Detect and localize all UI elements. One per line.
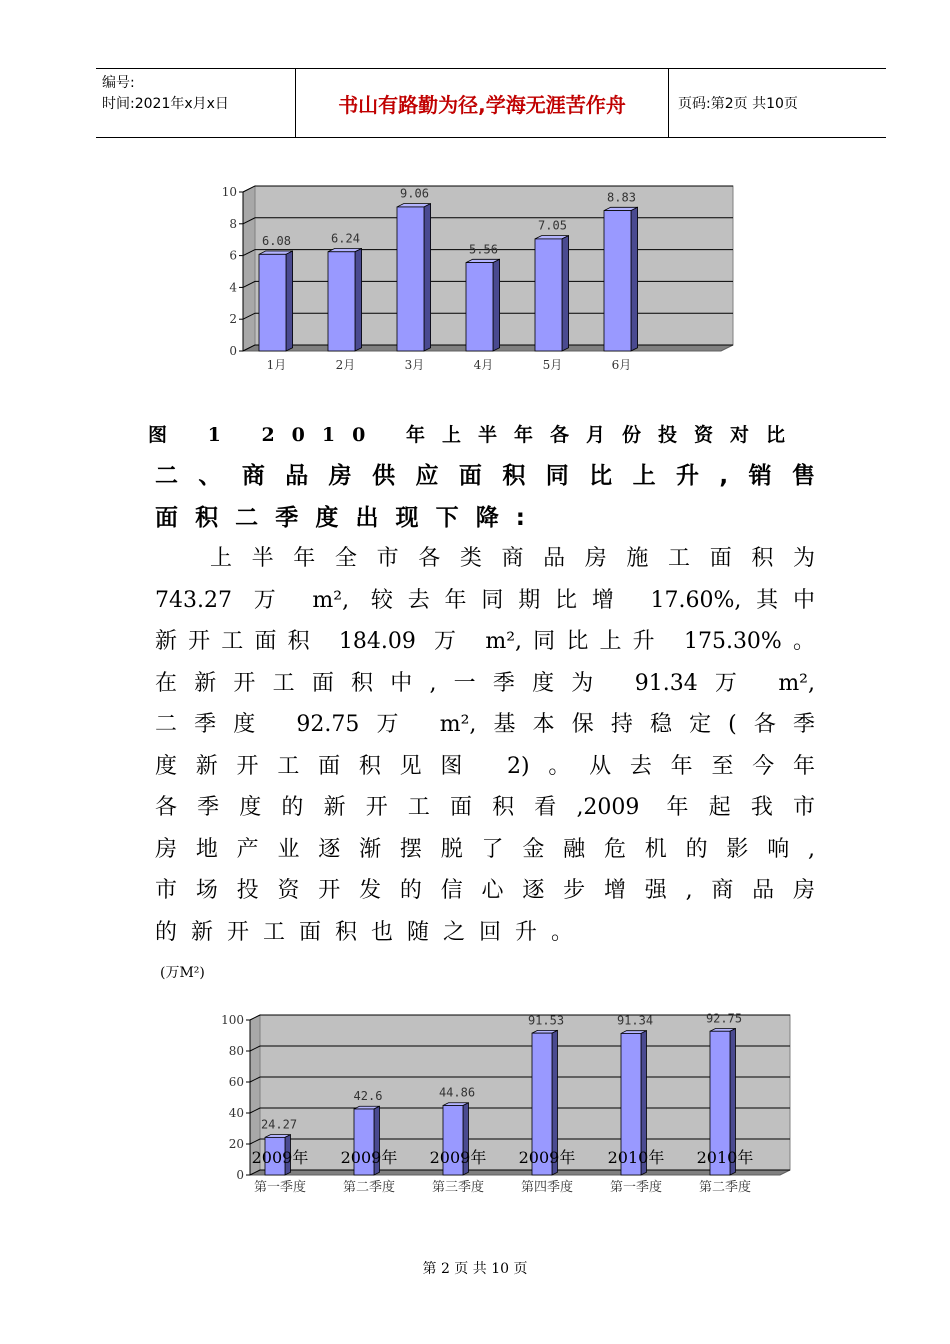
bar-side [562,236,569,351]
y-tick-label: 0 [236,1168,244,1182]
bar [397,207,424,351]
plot-floor [250,1170,790,1175]
x-tick-label-year: 2010年 [696,1148,754,1167]
x-tick-label: 3月 [404,358,425,372]
x-tick-label-year: 2009年 [340,1148,398,1167]
x-tick-label: 第二季度 [342,1180,396,1195]
y-tick-label: 10 [221,185,237,199]
paragraph-line: 各季度的新开工面积看,2009 年起我市 [155,795,815,820]
data-label: 6.24 [331,231,360,246]
figure2-unit-label: (万M²) [160,965,205,981]
bar [466,263,493,351]
page-footer: 第 2 页 共 10 页 [422,1261,528,1277]
data-label: 8.83 [607,190,636,205]
data-label: 24.27 [260,1117,298,1132]
x-tick-label-year: 2009年 [429,1148,487,1167]
body-paragraph [155,538,815,953]
paragraph-line: 二季度 92.75万 m²,基本保持稳定(各季 [155,712,815,737]
bar [535,239,562,351]
number-label: 编号: [102,75,135,91]
bar-side [286,251,293,351]
x-tick-label-year: 2010年 [607,1148,665,1167]
y-tick-label: 60 [228,1075,244,1089]
x-tick-label: 1月 [266,358,287,372]
x-tick-label: 5月 [542,358,563,372]
bar-side [355,248,362,351]
paragraph-line: 的新开工面积也随之回升。 [155,919,588,945]
monthly-investment-chart [215,180,745,380]
x-tick-label: 4月 [473,358,494,372]
y-tick-label: 20 [228,1137,244,1151]
figure1-caption: 图 1 2010 年上半年各月份投资对比 [148,424,802,446]
header-meta [96,69,296,137]
paragraph-line: 在新开工面积中,一季度为 91.34万 m², [155,670,815,696]
data-label: 42.6 [353,1089,383,1104]
y-tick-label: 6 [229,248,237,263]
time-label: 时间:2021年x月x日 [102,96,229,112]
x-tick-label: 第三季度 [431,1180,485,1195]
bar [259,254,286,351]
data-label: 9.06 [400,186,429,201]
x-tick-label: 6月 [611,358,632,372]
header-page-label: 页码:第2页 共10页 [678,96,798,112]
bar-side [424,204,431,351]
bar-side [631,207,638,351]
data-label: 91.34 [616,1013,654,1028]
x-tick-label-year: 2009年 [518,1148,576,1167]
y-tick-label: 4 [229,280,237,295]
y-tick-label: 40 [228,1106,244,1120]
x-tick-label-year: 2009年 [251,1148,309,1167]
section-heading-line1: 二、商品房供应面积同比上升,销售 [155,463,815,489]
quarterly-new-construction-chart [215,1000,815,1205]
data-label: 44.86 [438,1085,476,1100]
header-motto: 书山有路勤为径,学海无涯苦作舟 [296,69,669,137]
x-tick-label: 2月 [335,358,356,372]
x-tick-label: 第四季度 [520,1180,574,1195]
data-label: 5.56 [469,242,498,257]
y-tick-label: 8 [229,216,237,231]
paragraph-line: 度新开工面积见图 2)。从去年至今年 [155,753,815,779]
paragraph-line: 上半年全市各类商品房施工面积为 [210,546,815,571]
paragraph-line: 房地产业逐渐摆脱了金融危机的影响, [155,836,815,862]
data-label: 91.53 [527,1013,565,1028]
paragraph-line: 新开工面积 184.09 万 m²,同比上升 175.30%。 [155,629,815,654]
paragraph-line: 市场投资开发的信心逐步增强,商品房 [155,878,815,903]
y-tick-label: 0 [229,344,237,358]
x-tick-label: 第二季度 [698,1180,752,1195]
data-label: 92.75 [705,1011,743,1026]
data-label: 7.05 [538,218,567,233]
y-tick-label: 2 [229,312,237,327]
bar-side [493,259,500,351]
x-tick-label: 第一季度 [609,1180,663,1195]
bar [604,211,631,351]
bar [328,252,355,351]
paragraph-line: 743.27 万 m², 较去年同期比增 17.60%,其中 [155,587,815,613]
page-header [96,68,886,138]
x-tick-label: 第一季度 [253,1180,307,1195]
section-heading-line2: 面积二季度出现下降: [155,505,525,531]
data-label: 6.08 [262,234,291,249]
plot-side-wall [243,186,255,351]
y-tick-label: 100 [221,1013,244,1027]
y-tick-label: 80 [228,1044,244,1058]
